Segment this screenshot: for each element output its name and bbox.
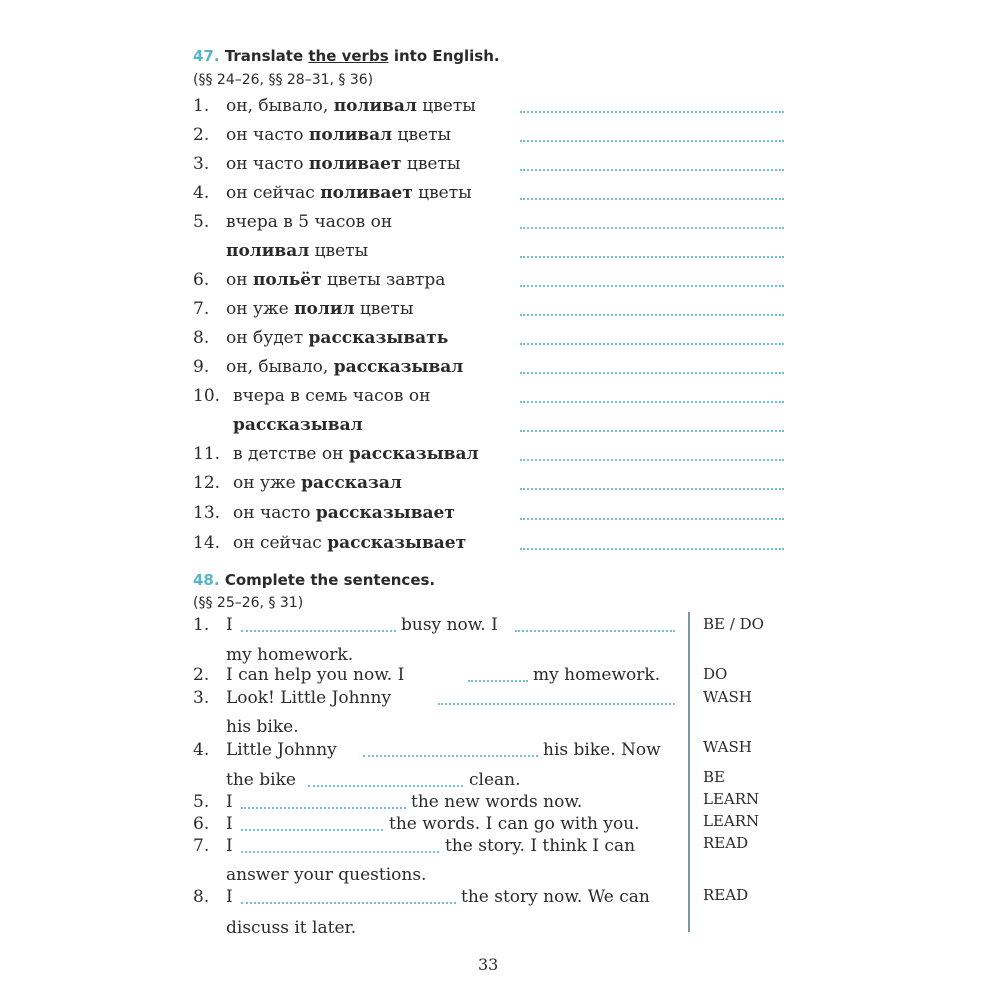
item-number: 2. [193,125,210,145]
sentence-text: answer your questions. [226,865,427,885]
phrase-text: в детстве он [233,444,349,464]
item-number: 6. [193,814,210,834]
verb-hint: BE [703,768,725,786]
translation-item [193,96,793,120]
sentence-line [193,717,683,741]
russian-phrase [233,473,402,493]
verb-hint: LEARN [703,790,760,808]
sentence-text: Little Johnny [226,740,337,760]
russian-phrase [226,357,463,377]
sentence-text: his bike. [226,717,299,737]
phrase-text: цветы [392,125,452,145]
translation-item [193,154,793,178]
sentence-text: I can help you now. I [226,665,405,685]
item-number: 6. [193,270,210,290]
answer-blank[interactable] [363,755,538,757]
sentence-line [193,688,683,712]
answer-blank[interactable] [241,630,396,632]
item-number: 3. [193,154,210,174]
phrase-text: он сейчас [233,533,328,553]
verb-bold: рассказывал [233,415,363,435]
answer-blank[interactable] [241,851,439,853]
item-number: 8. [193,887,210,907]
sentence-text: clean. [469,770,521,790]
answer-blank[interactable] [520,256,784,258]
verb-bold: поливает [308,154,402,174]
sentence-text: the words. I can go with you. [389,814,640,834]
russian-phrase [226,154,460,174]
verb-hint: WASH [703,738,752,756]
sentence-line [193,918,683,942]
answer-blank[interactable] [520,198,784,200]
sentence-line [193,665,683,689]
item-number: 12. [193,473,221,493]
answer-blank[interactable] [520,314,784,316]
russian-phrase [233,386,430,406]
phrase-text: цветы [309,241,369,261]
translation-item [193,533,793,557]
phrase-text: цветы [401,154,461,174]
sentence-text: the story. I think I can [445,836,636,856]
item-number: 7. [193,299,210,319]
sentence-text: I [226,792,233,812]
russian-phrase [226,328,448,348]
translation-item [193,444,793,468]
title-part: into English. [388,47,500,65]
phrase-text: он уже [233,473,302,493]
sentence-text: I [226,615,233,635]
translation-item [193,503,793,527]
verb-bold: поливал [226,241,310,261]
phrase-text: цветы [412,183,472,203]
phrase-text: вчера в 5 часов он [226,212,393,232]
phrase-text: цветы [354,299,414,319]
item-number: 7. [193,836,210,856]
sentence-text: I [226,836,233,856]
russian-phrase [233,415,363,435]
verb-hint: READ [703,834,749,852]
sentence-line [193,770,683,794]
sentence-text: my homework. [226,645,354,665]
phrase-text: цветы завтра [321,270,446,290]
phrase-text: он будет [226,328,309,348]
item-number: 4. [193,740,210,760]
sentence-line [193,836,683,860]
answer-blank[interactable] [520,169,784,171]
verb-hint: BE / DO [703,615,764,633]
phrase-text: он уже [226,299,295,319]
sentence-text: Look! Little Johnny [226,688,392,708]
verb-bold: рассказывает [327,533,467,553]
answer-blank[interactable] [241,807,406,809]
title-part: Translate [224,47,309,65]
verb-bold: рассказывал [348,444,479,464]
verb-bold: рассказывать [308,328,449,348]
translation-item [193,415,793,439]
verb-bold: польёт [252,270,322,290]
answer-blank[interactable] [520,140,784,142]
answer-blank[interactable] [520,518,784,520]
item-number: 8. [193,328,210,348]
verb-bold: поливал [308,125,393,145]
answer-blank[interactable] [520,548,784,550]
exercise-48-number: 48. [193,571,220,589]
verb-bold: полил [294,299,355,319]
sentence-text: discuss it later. [226,918,357,938]
item-number: 1. [193,615,210,635]
answer-blank[interactable] [520,285,784,287]
translation-item [193,212,793,236]
item-number: 5. [193,212,210,232]
item-number: 1. [193,96,210,116]
phrase-text: вчера в семь часов он [233,386,431,406]
page-number: 33 [478,955,499,974]
sentence-line [193,792,683,816]
russian-phrase [226,270,445,290]
translation-item [193,386,793,410]
verb-bold: рассказывал [333,357,464,377]
verb-bold: поливает [320,183,413,203]
verb-hint: READ [703,886,749,904]
translation-item [193,183,793,207]
sentence-line [193,740,683,764]
item-number: 11. [193,444,221,464]
sentence-line [193,615,683,639]
sentence-line [193,887,683,911]
verb-bold: рассказал [301,473,402,493]
phrase-text: он, бывало, [226,96,334,116]
phrase-text: он часто [226,154,309,174]
sentence-text: his bike. Now [543,740,661,760]
answer-blank[interactable] [241,902,456,904]
answer-blank[interactable] [241,829,383,831]
translation-item [193,473,793,497]
sentence-text: I [226,814,233,834]
sentence-line [193,865,683,889]
russian-phrase [226,299,413,319]
russian-phrase [226,96,476,116]
phrase-text: он, бывало, [226,357,334,377]
phrase-text: цветы [416,96,476,116]
item-number: 3. [193,688,210,708]
answer-blank[interactable] [520,430,784,432]
verb-hint: LEARN [703,812,760,830]
translation-item [193,241,793,265]
answer-blank[interactable] [515,630,675,632]
verb-hint: DO [703,665,728,683]
russian-phrase [226,125,451,145]
item-number: 2. [193,665,210,685]
verb-hint: WASH [703,688,752,706]
translation-item [193,299,793,323]
answer-blank[interactable] [308,785,463,787]
sentence-text: the new words now. [411,792,583,812]
item-number: 14. [193,533,221,553]
russian-phrase [233,503,455,523]
translation-item [193,270,793,294]
answer-blank[interactable] [520,227,784,229]
answer-blank[interactable] [520,111,784,113]
answer-blank[interactable] [520,488,784,490]
sentence-text: the story now. We can [461,887,650,907]
hint-column-rule [688,612,690,932]
answer-blank[interactable] [520,343,784,345]
title-text: Complete the sentences. [224,571,436,589]
item-number: 9. [193,357,210,377]
sentence-text: busy now. I [401,615,498,635]
verb-bold: поливал [333,96,417,116]
phrase-text: он часто [233,503,316,523]
exercise-47-number: 47. [193,47,220,65]
russian-phrase [226,241,368,261]
exercise-48-refs: (§§ 25–26, § 31) [193,595,304,611]
answer-blank[interactable] [438,703,675,705]
exercise-47-title [193,47,500,65]
title-underlined: the verbs [308,47,389,65]
item-number: 5. [193,792,210,812]
item-number: 13. [193,503,221,523]
item-number: 4. [193,183,210,203]
russian-phrase [233,533,466,553]
answer-blank[interactable] [520,401,784,403]
translation-item [193,125,793,149]
sentence-text: I [226,887,233,907]
sentence-line [193,814,683,838]
sentence-text: the bike [226,770,296,790]
russian-phrase [226,212,392,232]
russian-phrase [226,183,472,203]
sentence-text: my homework. [533,665,661,685]
phrase-text: он [226,270,253,290]
item-number: 10. [193,386,221,406]
answer-blank[interactable] [520,372,784,374]
answer-blank[interactable] [520,459,784,461]
exercise-48-title [193,571,435,589]
verb-bold: рассказывает [315,503,455,523]
phrase-text: он часто [226,125,309,145]
russian-phrase [233,444,478,464]
answer-blank[interactable] [468,680,528,682]
translation-item [193,357,793,381]
translation-item [193,328,793,352]
exercise-47-refs: (§§ 24–26, §§ 28–31, § 36) [193,72,374,88]
phrase-text: он сейчас [226,183,321,203]
